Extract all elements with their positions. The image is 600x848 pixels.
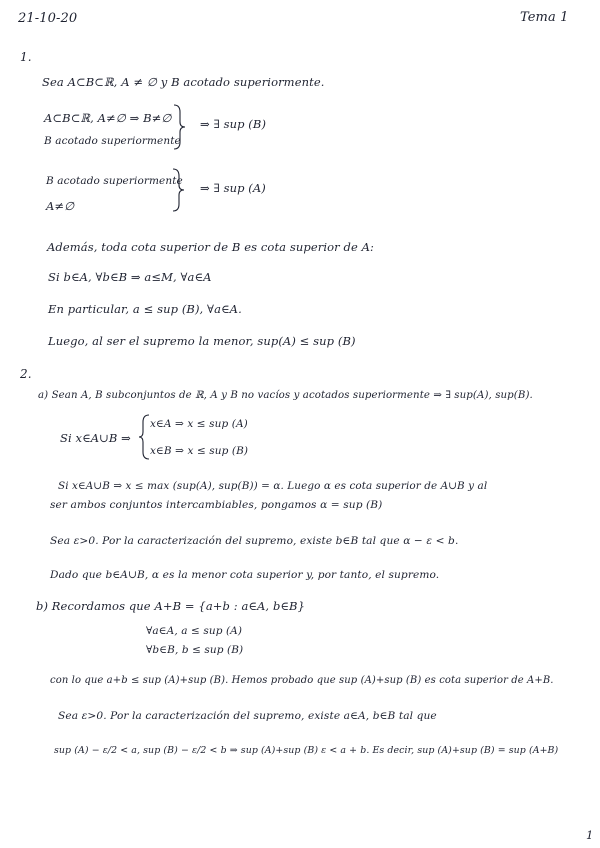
part-b-line2: ∀a∈A, a ≤ sup (A) [146,625,243,637]
part-a-case1: x∈A ⇒ x ≤ sup (A) [150,418,248,430]
block1-line2: B acotado superiormente [44,135,181,147]
part-a-si: Si x∈A∪B ⇒ [60,431,131,445]
block2-line2: A≠∅ [46,199,75,213]
problem-1-statement: Sea A⊂B⊂ℝ, A ≠ ∅ y B acotado superiormente. [42,75,325,89]
part-a-sea: Sea ε>0. Por la caracterización del supremo, existe b∈B tal que α − ε < b. [50,535,459,547]
part-a-case2: x∈B ⇒ x ≤ sup (B) [150,445,249,457]
part-b-line1: b) Recordamos que A+B = {a+b : a∈A, b∈B} [36,599,305,613]
block2-brace [171,168,185,212]
block1-brace [172,104,186,150]
problem-1-ademas: Además, toda cota superior de B es cota superior de A: [47,240,375,254]
part-a-dado: Dado que b∈A∪B, α es la menor cota superior y, por tanto, el supremo. [50,569,440,581]
page-number: 1 [586,828,594,842]
part-a-max1: Si x∈A∪B ⇒ x ≤ max (sup(A), sup(B)) = α. Luego α es cota superior de A∪B y al [58,480,488,492]
part-b-line3: ∀b∈B, b ≤ sup (B) [146,644,244,656]
problem-1-particular: En particular, a ≤ sup (B), ∀a∈A. [48,302,242,316]
date-label: 21-10-20 [18,11,78,26]
part-b-line5: Sea ε>0. Por la caracterización del supremo, existe a∈A, b∈B tal que [58,710,437,722]
problem-2-number: 2. [20,367,32,381]
problem-1-si: Si b∈A, ∀b∈B ⇒ a≤M, ∀a∈A [48,270,212,284]
block1-line1: A⊂B⊂ℝ, A≠∅ ⇒ B≠∅ [44,111,172,125]
part-a-brace [138,414,150,460]
part-a-max2: ser ambos conjuntos intercambiables, pongamos α = sup (B) [50,499,383,511]
problem-1-luego: Luego, al ser el supremo la menor, sup(A) ≤ sup (B) [48,334,356,348]
part-b-line6: sup (A) − ε/2 < a, sup (B) − ε/2 < b ⇒ sup (A)+sup (B) ε < a + b. Es decir, sup (A)+sup (B) = sup (A+B) [54,745,559,756]
block2-result: ⇒ ∃ sup (A) [200,181,266,195]
topic-title: Tema 1 [520,10,569,25]
block1-result: ⇒ ∃ sup (B) [200,117,267,131]
problem-1-number: 1. [20,50,32,64]
part-b-line4: con lo que a+b ≤ sup (A)+sup (B). Hemos probado que sup (A)+sup (B) es cota superior de A+B. [50,675,554,686]
block2-line1: B acotado superiormente [46,175,183,187]
part-a-line1: a) Sean A, B subconjuntos de ℝ, A y B no vacíos y acotados superiormente ⇒ ∃ sup(A), sup(B). [38,390,533,401]
